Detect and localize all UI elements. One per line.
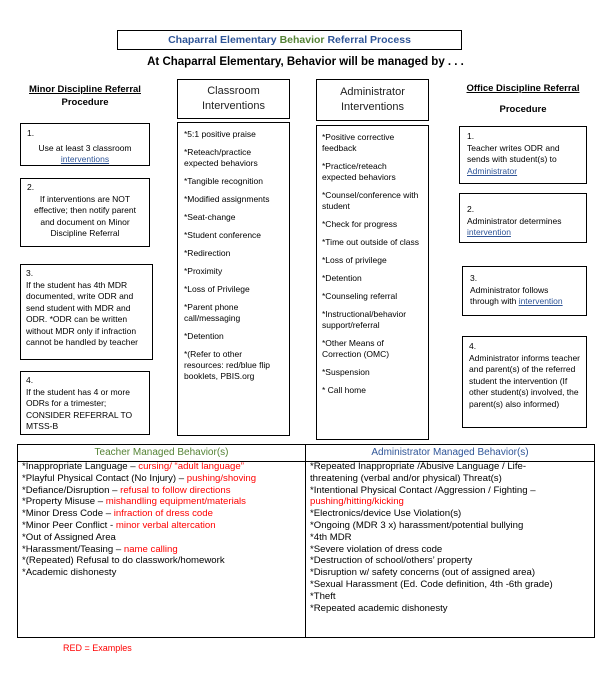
admin-behavior-label: *Disruption w/ safety concerns (out of assigned area) [310, 567, 536, 579]
behavior-table [17, 444, 595, 638]
admin-behavior-row [310, 473, 592, 485]
admin-heading: Administrator Interventions [316, 79, 429, 121]
classroom-item: *Redirection [184, 248, 231, 258]
admin-item: *Practice/reteach expected behaviors [322, 161, 396, 182]
title-part-2: Behavior [279, 34, 325, 46]
admin-managed-list [310, 461, 592, 614]
teacher-behavior-example: pushing/shoving [186, 472, 257, 484]
classroom-item: *Detention [184, 331, 224, 341]
admin-behavior-row [310, 555, 592, 567]
admin-behavior-row [310, 591, 592, 603]
teacher-behavior-row [22, 567, 302, 579]
admin-behavior-row [310, 544, 592, 556]
admin-behavior-label: *Repeated Inappropriate /Abusive Language / Life- [310, 461, 527, 472]
teacher-behavior-example: name calling [123, 543, 178, 555]
classroom-item: *Reteach/practice expected behaviors [184, 147, 258, 168]
teacher-behavior-row [22, 555, 302, 567]
office-heading: Office Discipline Referral Procedure [466, 83, 580, 115]
teacher-behavior-row [22, 461, 302, 473]
admin-item: *Loss of privilege [322, 255, 387, 265]
minor-heading: Minor Discipline Referral Procedure [29, 84, 141, 108]
classroom-item: *Modified assignments [184, 194, 270, 204]
teacher-behavior-example: mishandling equipment/materials [105, 496, 246, 508]
minor-step-1: 1. Use at least 3 classroom interventions [20, 123, 150, 166]
classroom-item: *(Refer to other resources: red/blue flip booklets, PBIS.org [184, 349, 270, 381]
teacher-behavior-example: minor verbal altercation [115, 519, 216, 531]
classroom-item: *Seat-change [184, 212, 236, 222]
teacher-behavior-label: *Defiance/Disruption – [22, 484, 121, 496]
page-title [117, 30, 462, 50]
admin-behavior-label: *Severe violation of dress code [310, 543, 443, 555]
admin-item: *Detention [322, 273, 362, 283]
admin-list [316, 125, 429, 440]
teacher-behavior-row [22, 520, 302, 532]
legend-red-examples: RED = Examples [63, 643, 132, 653]
classroom-item: *Loss of Privilege [184, 284, 250, 294]
admin-item: *Instructional/behavior support/referral [322, 309, 407, 330]
classroom-item: *Parent phone call/messaging [184, 302, 241, 323]
classroom-item: *Student conference [184, 230, 262, 240]
admin-item: *Counseling referral [322, 291, 398, 301]
teacher-managed-heading: Teacher Managed Behavior(s) [18, 445, 305, 462]
admin-behavior-row [310, 520, 592, 532]
teacher-behavior-row [22, 473, 302, 485]
admin-behavior-row [310, 567, 592, 579]
teacher-behavior-example: cursing/ “adult language” [138, 461, 244, 472]
classroom-item: *Proximity [184, 266, 223, 276]
classroom-items [184, 129, 283, 382]
admin-behavior-label: threatening (verbal and/or physical) Threat(s) [310, 472, 502, 484]
admin-behavior-label: *Sexual Harassment (Ed. Code definition, 4th -6th grade) [310, 578, 553, 590]
minor-step-4: 4. If the student has 4 or more ODRs for a trimester; CONSIDER REFERRAL TO MTSS-B [20, 371, 150, 435]
classroom-item: *5:1 positive praise [184, 129, 256, 139]
teacher-behavior-row [22, 532, 302, 544]
classroom-item: *Tangible recognition [184, 176, 263, 186]
teacher-behavior-label: *Inappropriate Language – [22, 461, 139, 472]
office-step-1: 1. Teacher writes ODR and sends with student(s) to Administrator [459, 126, 587, 184]
minor-step-2: 2. If interventions are NOT effective; then notify parent and document on Minor Discipline Referral [20, 178, 150, 247]
admin-behavior-row [310, 496, 592, 508]
admin-behavior-label: *4th MDR [310, 531, 352, 543]
teacher-managed-list [22, 461, 302, 579]
teacher-behavior-label: *Harassment/Teasing – [22, 543, 124, 555]
admin-behavior-row [310, 579, 592, 591]
teacher-behavior-label: *Out of Assigned Area [22, 531, 116, 543]
teacher-behavior-label: *Academic dishonesty [22, 567, 117, 579]
admin-behavior-label: *Repeated academic dishonesty [310, 602, 448, 614]
office-step-2: 2. Administrator determines intervention [459, 193, 587, 243]
admin-item: *Other Means of Correction (OMC) [322, 338, 390, 359]
admin-item: *Check for progress [322, 219, 398, 229]
admin-behavior-row [310, 461, 592, 473]
title-part-3: Referral Process [327, 34, 411, 46]
minor-step-3: 3. If the student has 4th MDR documented, write ODR and send student with MDR and ODR. *ODR can be written without MDR only if infraction cannot be handled by teacher [20, 264, 153, 360]
admin-behavior-label: *Intentional Physical Contact /Aggression / Fighting – [310, 484, 536, 496]
teacher-behavior-example: infraction of dress code [113, 508, 213, 520]
admin-behavior-row [310, 508, 592, 520]
teacher-behavior-row [22, 508, 302, 520]
office-step-3: 3. Administrator follows through with intervention [462, 266, 587, 316]
classroom-list [177, 122, 290, 436]
title-part-1: Chaparral Elementary [168, 34, 277, 46]
teacher-behavior-label: *Property Misuse – [22, 496, 106, 508]
subtitle: At Chaparral Elementary, Behavior will be managed by . . . [147, 56, 464, 68]
admin-behavior-example: pushing/hitting/kicking [310, 496, 404, 508]
table-divider [305, 445, 306, 637]
admin-behavior-label: *Electronics/device Use Violation(s) [310, 508, 462, 520]
admin-managed-heading: Administrator Managed Behavior(s) [306, 445, 594, 462]
admin-behavior-row [310, 603, 592, 615]
admin-item: * Call home [322, 385, 366, 395]
admin-behavior-label: *Theft [310, 590, 336, 602]
teacher-behavior-row [22, 544, 302, 556]
admin-item: *Suspension [322, 367, 370, 377]
admin-item: *Positive corrective feedback [322, 132, 395, 153]
teacher-behavior-label: *Minor Peer Conflict - [22, 519, 116, 531]
admin-item: *Counsel/conference with student [322, 190, 419, 211]
admin-behavior-label: *Destruction of school/others’ property [310, 555, 473, 567]
teacher-behavior-label: *Minor Dress Code – [22, 508, 114, 520]
admin-behavior-row [310, 532, 592, 544]
teacher-behavior-example: refusal to follow directions [120, 484, 231, 496]
teacher-behavior-label: *Playful Physical Contact (No Injury) – [22, 472, 187, 484]
teacher-behavior-row [22, 496, 302, 508]
classroom-heading: Classroom Interventions [177, 79, 290, 119]
admin-behavior-row [310, 485, 592, 497]
admin-behavior-label: *Ongoing (MDR 3 x) harassment/potential bullying [310, 519, 524, 531]
office-step-4: 4. Administrator informs teacher and parent(s) of the referred student the intervention (If other student(s) involved, the parent(s) also informed) [462, 336, 587, 428]
teacher-behavior-row [22, 485, 302, 497]
admin-item: *Time out outside of class [322, 237, 420, 247]
teacher-behavior-label: *(Repeated) Refusal to do classwork/homework [22, 555, 225, 567]
admin-items [322, 132, 423, 396]
